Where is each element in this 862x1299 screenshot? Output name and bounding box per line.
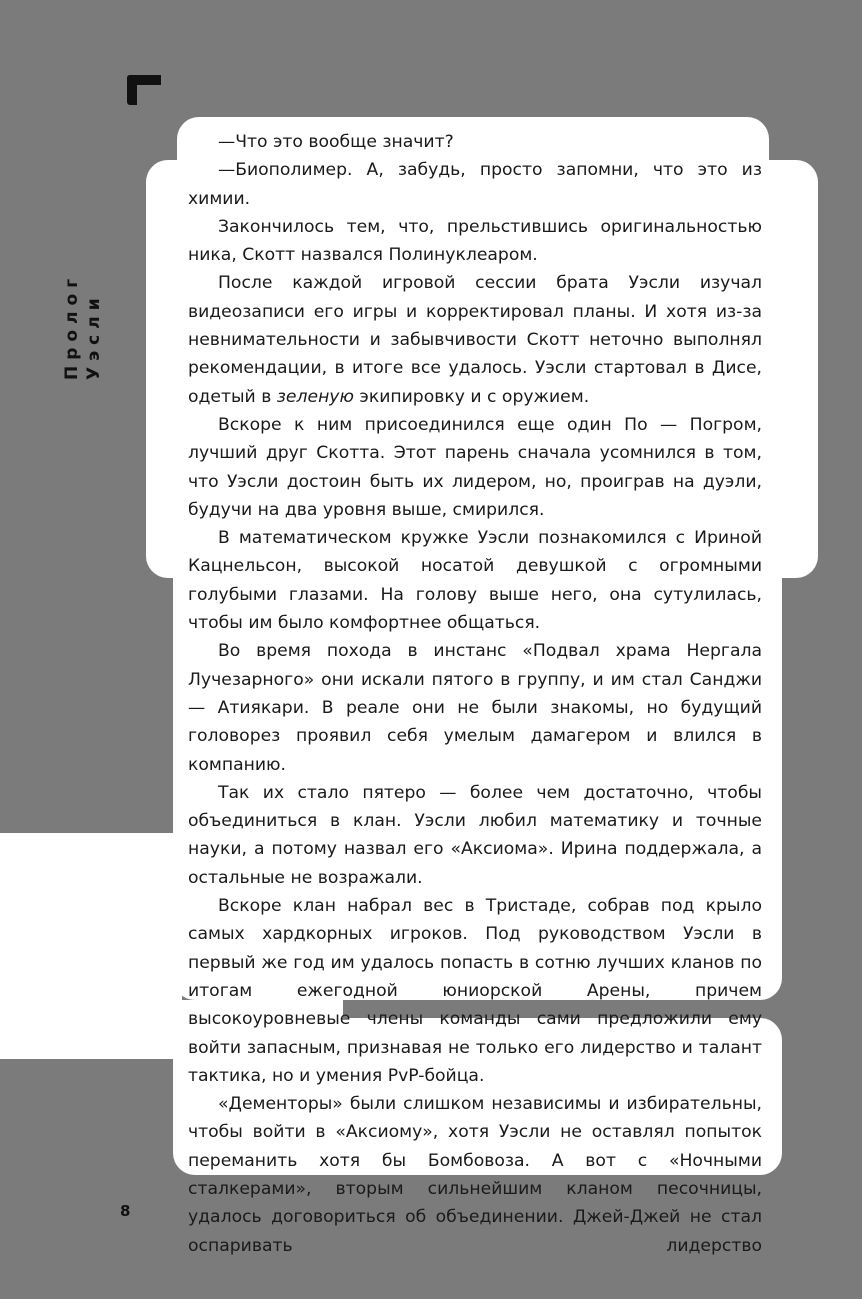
paragraph: Так их стало пятеро — более чем достаточно, чтобы объединиться в клан. Уэсли любил математику и точные науки, а потому назвал его «Аксиома». Ирина поддержала, а остальные не возражали. — [188, 782, 762, 888]
running-head — [62, 250, 112, 380]
paragraph — [188, 269, 762, 410]
paragraph: Вскоре клан набрал вес в Тристаде, собрав под крыло самых хардкорных игроков. Под руководством Уэсли в первый же год им удалось попасть в сотню лучших кланов по итогам ежегодной юниорской Арены, причем высокоуровневые члены команды сами предложили ему войти запасным, признавая не только его лидерство и талант тактика, но и умения PvP-бойца. — [188, 896, 762, 1086]
paragraph: Во время похода в инстанс «Подвал храма Нергала Лучезарного» они искали пятого в группу, и им стал Санджи — Атиякари. В реале они не были знакомы, но будущий головорез проявил себя умелым дамагером и влился в компанию. — [188, 641, 762, 775]
paragraph: Закончилось тем, что, прельстившись оригинальностью ника, Скотт назвался Полинуклеаром. — [188, 216, 762, 266]
running-head-chapter: Уэсли — [84, 292, 104, 380]
white-block — [0, 833, 182, 1059]
paragraph: —Биополимер. А, забудь, просто запомни, что это из химии. — [188, 160, 762, 209]
running-head-section: Пролог — [62, 272, 82, 380]
paragraph: —Что это вообще значит? — [218, 132, 454, 152]
italic-word: зеленую — [276, 386, 354, 407]
paragraph: «Дементоры» были слишком независимы и избирательны, чтобы войти в «Аксиому», хотя Уэсли не оставлял попыток переманить хотя бы Бомбовоза. А вот с «Ночными сталкерами», вторым сильнейшим кланом песочницы, удалось договориться об объединении. Джей-Джей не стал оспаривать лидерство — [188, 1094, 762, 1256]
paragraph-text: экипировку и с оружием. — [353, 386, 590, 407]
page-number: 8 — [120, 1202, 131, 1220]
corner-mark — [127, 75, 161, 105]
paragraph: В математическом кружке Уэсли познакомился с Ириной Кацнельсон, высокой носатой девушкой с огромными голубыми глазами. На голову выше него, она сутулилась, чтобы им было комфортнее общаться. — [188, 528, 762, 634]
body-text — [188, 128, 762, 1260]
paragraph: Вскоре к ним присоединился еще один По — Погром, лучший друг Скотта. Этот парень сначала усомнился в том, что Уэсли достоин быть их лидером, но, проиграв на дуэли, будучи на два уровня выше, смирился. — [188, 414, 762, 520]
paragraph-text: После каждой игровой сессии брата Уэсли изучал видеозаписи его игры и корректировал планы. И хотя из-за невнимательности и забывчивости Скотт неточно выполнял рекомендации, в итоге все удалось. Уэсли стартовал в Дисе, одетый в — [188, 273, 762, 407]
